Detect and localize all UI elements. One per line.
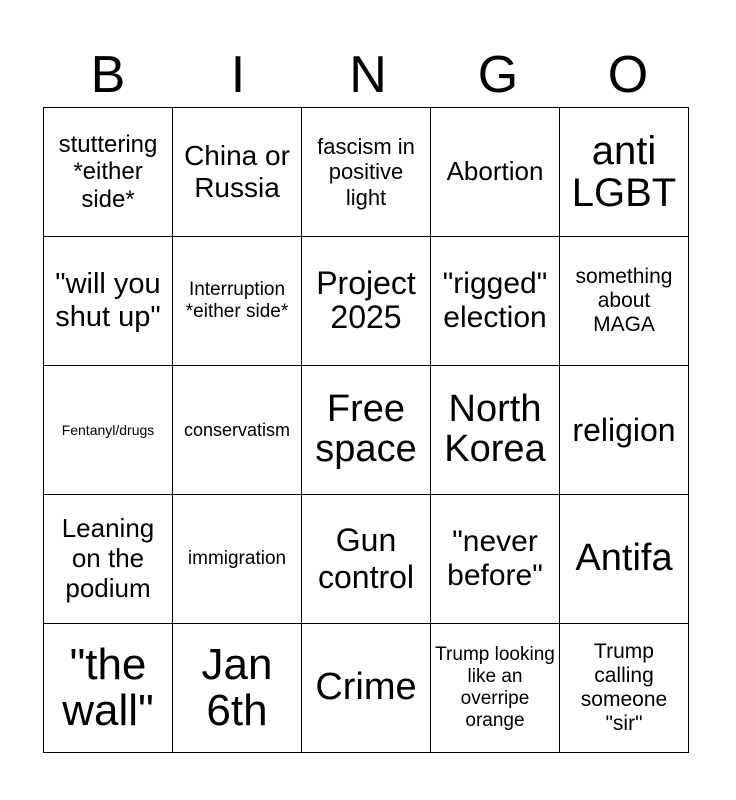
header-letter-o: O [607, 46, 649, 104]
bingo-cell[interactable] [173, 237, 302, 366]
cell-text: Leaning on the podium [61, 513, 155, 603]
cell-text: Antifa [575, 537, 673, 580]
bingo-cell[interactable] [560, 366, 689, 495]
bingo-cell[interactable] [560, 237, 689, 366]
cell-text: conservatism [183, 419, 291, 440]
cell-text: fascism in positive light [317, 134, 415, 210]
bingo-cell[interactable] [431, 237, 560, 366]
bingo-cell[interactable] [431, 624, 560, 753]
bingo-cell[interactable] [44, 237, 173, 366]
bingo-grid [43, 107, 689, 753]
bingo-cell[interactable] [44, 366, 173, 495]
cell-text: North Korea [444, 388, 546, 470]
bingo-cell[interactable] [302, 495, 431, 624]
bingo-cell[interactable] [560, 108, 689, 237]
cell-text: Project 2025 [316, 265, 416, 335]
cell-text: Gun control [317, 522, 415, 595]
cell-text: "never before" [447, 524, 543, 592]
header-letter-i: I [230, 46, 246, 104]
cell-text: "rigged" election [442, 266, 548, 334]
bingo-cell[interactable] [560, 495, 689, 624]
cell-text: "the wall" [62, 639, 154, 735]
bingo-cell[interactable] [44, 624, 173, 753]
bingo-cell[interactable] [302, 108, 431, 237]
bingo-cell[interactable] [302, 624, 431, 753]
cell-text: anti LGBT [571, 129, 677, 215]
bingo-cell[interactable] [431, 108, 560, 237]
cell-text: Interruption *either side* [185, 279, 289, 322]
bingo-cell[interactable] [431, 366, 560, 495]
header-letter-g: G [477, 46, 519, 104]
cell-text: "will you shut up" [55, 267, 161, 333]
cell-text: China or Russia [184, 139, 290, 203]
bingo-cell[interactable] [302, 237, 431, 366]
header-letter-b: B [90, 46, 126, 104]
bingo-cell[interactable] [173, 366, 302, 495]
bingo-cell[interactable] [44, 108, 173, 237]
bingo-cell[interactable] [431, 495, 560, 624]
cell-text: Crime [315, 666, 417, 709]
header-letter-n: N [349, 46, 387, 104]
cell-text: Fentanyl/drugs [61, 421, 155, 438]
bingo-cell[interactable] [302, 366, 431, 495]
cell-text: stuttering *either side* [58, 130, 158, 213]
bingo-cell[interactable] [173, 495, 302, 624]
bingo-cell[interactable] [44, 495, 173, 624]
cell-text: Trump looking like an overripe orange [435, 644, 555, 731]
cell-text: Free space [315, 388, 417, 470]
bingo-cell[interactable] [560, 624, 689, 753]
bingo-header [43, 44, 693, 106]
cell-text: immigration [187, 548, 287, 570]
cell-text: Abortion [446, 156, 544, 187]
bingo-cell[interactable] [173, 624, 302, 753]
bingo-cell[interactable] [173, 108, 302, 237]
cell-text: Trump calling someone "sir" [580, 639, 668, 736]
cell-text: something about MAGA [575, 264, 673, 337]
cell-text: religion [572, 411, 676, 448]
cell-text: Jan 6th [201, 639, 273, 735]
